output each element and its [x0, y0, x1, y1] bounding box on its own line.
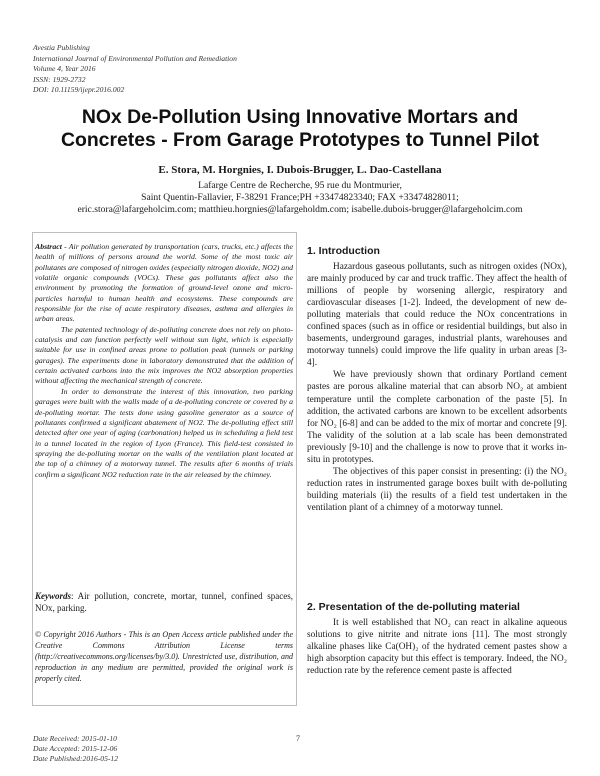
abstract [35, 242, 293, 480]
journal-doi: DOI: 10.11159/ijepr.2016.002 [33, 85, 125, 95]
keywords [35, 590, 293, 614]
abstract-paragraph-3: In order to demonstrate the interest of this innovation, two parking garages were built with the walls made of a de-polluting concrete or covered by a de-polluting mortar. The tests done using gasoline generator as a source of pollutants confirmed a significant abatement of NO2. The de-polluting effect still detected after one year of aging (carbonation) helped us in scheduling a field test in a tunnel located in the region of Lyon (France). This field-test consisted in spraying the de-polluting mortar on the walls of the ventilation plant located at the top of a chimney of a motorway tunnel. The results after 6 months of trials confirm a significant NO2 reduction rate in the air released by the chimney. [35, 386, 293, 479]
page-number: 7 [296, 734, 300, 743]
date-published: Date Published:2016-05-12 [33, 754, 118, 764]
paper-title [20, 106, 580, 152]
material-paragraph-1: It is well established that NO₂ can react in alkaline aqueous solutions to give nitrite and nitrate ions [11]. The most strongly alkaline phases like Ca(OH)₂ of the hydrated cement pastes show a high absorption capacity but this effect is temporary. Indeed, the NO₂ reduction rate by the reference cement paste is affected [307, 618, 567, 677]
keywords-text: : Air pollution, concrete, mortar, tunnel, confined spaces, NOx, parking. [35, 591, 293, 613]
title-line-1: NOx De-Pollution Using Innovative Mortars and [81, 106, 519, 128]
section-material-body [307, 617, 567, 677]
affiliation [20, 180, 580, 217]
journal-volume: Volume 4, Year 2016 [33, 64, 96, 74]
section-introduction-body [307, 261, 567, 514]
affiliation-line-1: Lafarge Centre de Recherche, 95 rue du Montmurier, [198, 180, 402, 191]
author-list: E. Stora, M. Horgnies, I. Dubois-Brugger, L. Dao-Castellana [158, 164, 442, 176]
journal-publisher: Avestia Publishing [33, 43, 90, 52]
intro-paragraph-3: The objectives of this paper consist in presenting: (i) the NO₂ reduction rates in instrumented garage boxes built with de-polluting building materials (ii) the results of a field test undertaken in the ventilation plant of a chimney of a motorway tunnel. [307, 466, 567, 513]
section-heading-material: 2. Presentation of the de-polluting material [307, 601, 520, 613]
publication-dates [33, 734, 118, 765]
copyright-notice: © Copyright 2016 Authors - This is an Open Access article published under the Creative Commons Attribution License terms (http://creativecommons.org/licenses/by/3.0). Unrestricted use, distribution, and reproduction in any medium are permitted, provided the original work is properly cited. [35, 630, 293, 683]
journal-info [33, 43, 393, 96]
abstract-paragraph-1: - Air pollution generated by transportation (cars, trucks, etc.) affects the health of millions of persons around the world. Some of the most toxic air pollutants are composed of nitrogen oxides (especially nitrogen dioxide, NO2) and volatile organic compounds (VOCs). These gas pollutants affect also the environment by promoting the formation of ground-level ozone and micro-particles harmful to human health and ecosystems. These compounds are responsible for the rise of acute respiratory diseases, asthma and allergies in urban areas. [35, 242, 293, 324]
abstract-paragraph-2: The patented technology of de-polluting concrete does not rely on photo-catalysis and can function perfectly well without sun light, which is especially suitable for use in confined areas prone to pollution peak (tunnels or parking garages). The experiments done in laboratory demonstrated that the addition of certain activated carbons into the mix improves the NO2 absorption properties without affecting the mechanical strength of concrete. [35, 324, 293, 386]
section-heading-introduction: 1. Introduction [307, 245, 380, 257]
author-emails: eric.stora@lafargeholcim.com; matthieu.horgnies@lafargeholdm.com; isabelle.dubois-brugger@lafargeholcim.com [77, 204, 523, 216]
keywords-label: Keywords [35, 591, 71, 601]
date-accepted: Date Accepted: 2015-12-06 [33, 744, 118, 754]
title-line-2: Concretes - From Garage Prototypes to Tunnel Pilot [60, 129, 539, 151]
intro-paragraph-2: We have previously shown that ordinary Portland cement pastes are porous alkaline material that can absorb NO₂ at ambient temperature until the complete carbonation of the paste [5]. In addition, the activated carbons are known to be excellent adsorbents for NO₂ [6-8] and can be added to the mix of mortar and concrete [9]. The validity of the solution at a lab scale has been demonstrated previously [9-10] and the challenge is now to prove that it works in-situ in prototypes. [307, 370, 567, 465]
abstract-label: Abstract [35, 242, 62, 251]
journal-name: International Journal of Environmental Pollution and Remediation [33, 53, 237, 63]
affiliation-line-2: Saint Quentin-Fallavier, F-38291 France;PH +33474823340; FAX +33474828011; [141, 192, 459, 204]
intro-paragraph-1: Hazardous gaseous pollutants, such as nitrogen oxides (NOx), are mainly produced by car and truck traffic. They affect the health of millions of people by worsening allergic, respiratory and cardiovascular diseases [1-2]. Indeed, the development of new de-polluting materials that could reduce the NOx concentrations in confined spaces (such as in office or residential buildings, but also in basements, underground garages, industrial plants, warehouses and motorway tunnels) could improve the life quality in urban areas [3-4]. [307, 262, 567, 369]
date-received: Date Received: 2015-01-10 [33, 734, 117, 743]
journal-issn: ISSN: 1929-2732 [33, 74, 86, 84]
